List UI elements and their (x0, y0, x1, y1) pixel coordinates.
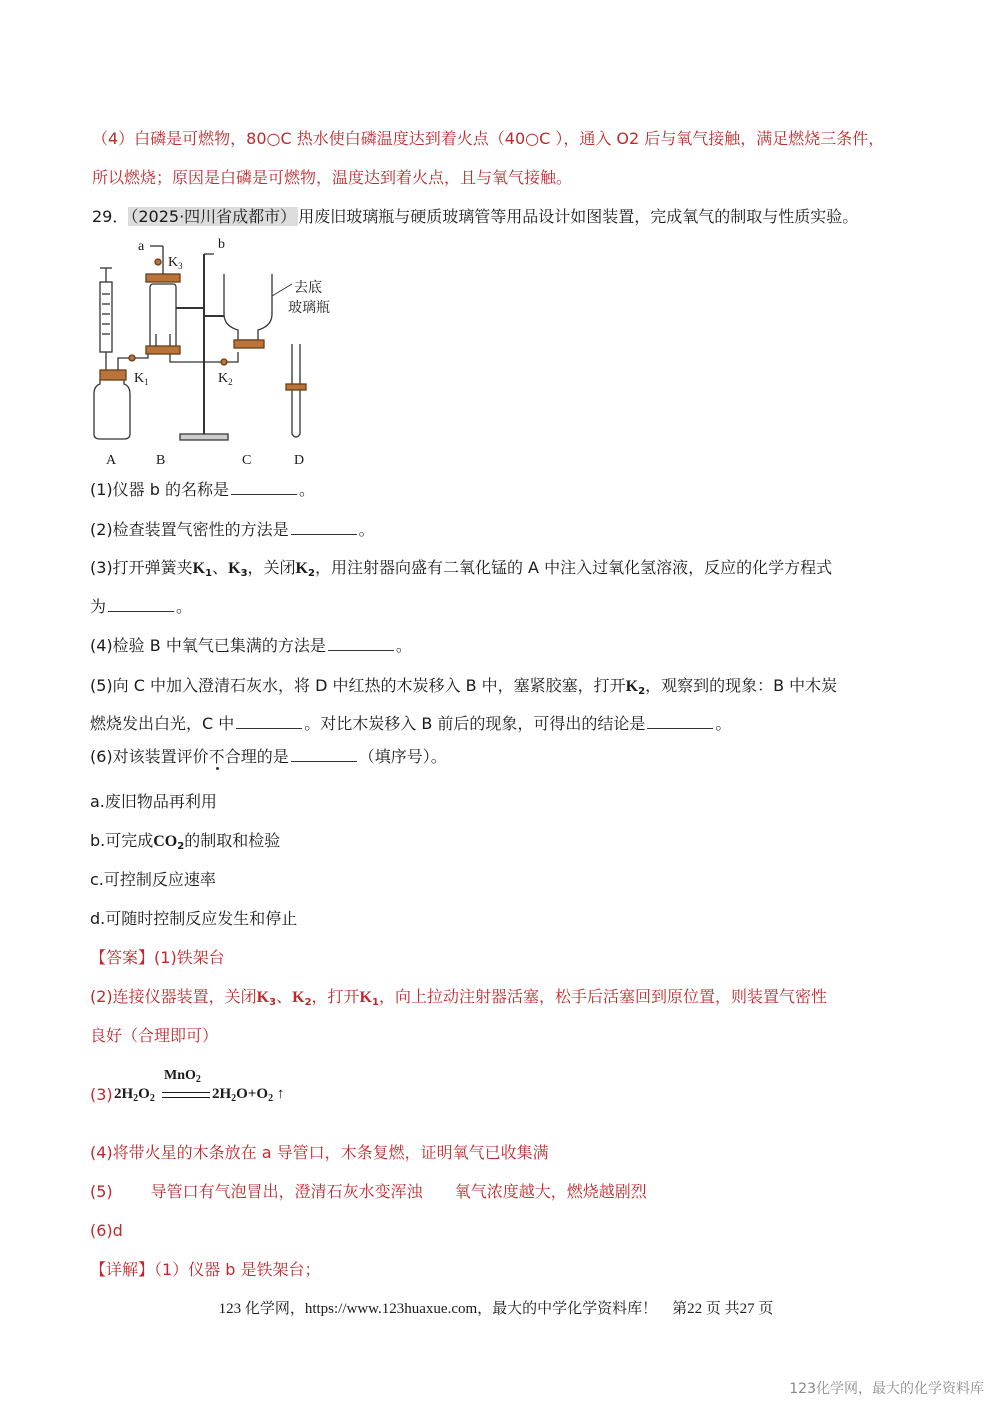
equation-lhs: $2H_2O_2$ (114, 1086, 155, 1104)
q1: (1)仪器 b 的名称是 。 (90, 480, 316, 499)
answer-1: 【答案】(1)铁架台 (90, 948, 225, 967)
q5-line-2: 燃烧发出白光，C 中 。对比木炭移入 B 前后的现象，可得出的结论是 。 (90, 714, 732, 733)
label-stand-b: b (218, 237, 225, 252)
q5-blank-2[interactable] (647, 714, 713, 729)
answer-3-label: (3) (90, 1085, 113, 1104)
stand-base (180, 434, 228, 440)
q2-blank[interactable] (291, 520, 357, 535)
stopper-b-top (146, 274, 180, 282)
equation-catalyst: MnO$_2$ (164, 1068, 201, 1085)
answer-2-line-1: (2)连接仪器装置，关闭$K_3$、$K_2$，打开$K_1$，向上拉动注射器活塞，松手后活塞回到原位置，则装置气密性 (90, 987, 827, 1008)
q3-line-2: 为 。 (90, 597, 193, 616)
clamp-k2 (221, 359, 227, 365)
bottle-a (94, 380, 130, 439)
detail-tag: 【详解】 (90, 1260, 155, 1279)
bottle-c (224, 274, 272, 340)
syringe-barrel (100, 282, 112, 352)
option-b: b.可完成$CO_2$的制取和检验 (90, 831, 281, 852)
q5-line-1: (5)向 C 中加入澄清石灰水，将 D 中红热的木炭移入 B 中，塞紧胶塞，打开$K_2$，观察到的现象：B 中木炭 (90, 676, 838, 697)
q6: (6)对该装置评价不合理的是 （填序号）。 (90, 747, 447, 766)
stopper-b-bottom (146, 346, 180, 354)
callout-line-1: 去底 (294, 281, 322, 296)
page-footer: 123 化学网，https://www.123huaxue.com，最大的中学化学资料库！ 第22 页 共27 页 (218, 1301, 774, 1317)
stopper-a (100, 370, 126, 380)
answer-tag: 【答案】 (90, 948, 155, 967)
answer-6: (6)d (90, 1221, 123, 1240)
option-d: d.可随时控制反应发生和停止 (90, 909, 298, 928)
detail-1: 【详解】（1）仪器 b 是铁架台； (90, 1260, 321, 1279)
stopper-d (286, 384, 306, 390)
q4-blank[interactable] (328, 636, 394, 651)
q1-blank[interactable] (231, 480, 297, 495)
q4: (4)检验 B 中氧气已集满的方法是 。 (90, 636, 412, 655)
option-c: c.可控制反应速率 (90, 870, 216, 889)
option-a: a.废旧物品再利用 (90, 792, 217, 811)
callout-line-2: 玻璃瓶 (288, 301, 330, 316)
q6-blank[interactable] (291, 747, 357, 762)
label-d: D (294, 453, 305, 468)
q5-blank-1[interactable] (236, 714, 302, 729)
clamp-k3 (155, 259, 161, 265)
answer-4: (4)将带火星的木条放在 a 导管口，木条复燃，证明氧气已收集满 (90, 1143, 549, 1162)
answer-3-equation (90, 1068, 350, 1118)
question-stem (92, 206, 858, 228)
equation-rhs: $2H_2O+O_2$ ↑ (212, 1086, 285, 1104)
stem-text: 用废旧玻璃瓶与硬质玻璃管等用品设计如图装置，完成氧气的制取与性质实验。 (298, 207, 859, 226)
q3-line-1: (3)打开弹簧夹$K_1$、$K_3$，关闭$K_2$，用注射器向盛有二氧化锰的 A 中注入过氧化氢溶液，反应的化学方程式 (90, 558, 833, 579)
label-c: C (242, 453, 252, 468)
answer-2-line-2: 良好（合理即可） (90, 1026, 219, 1045)
label-valve-a: a (138, 239, 145, 254)
label-b: B (156, 453, 166, 468)
tube-b (150, 284, 176, 348)
clamp-k1 (129, 355, 135, 361)
answer-5: (5) 导管口有气泡冒出，澄清石灰水变浑浊 氧气浓度越大，燃烧越剧烈 (90, 1182, 647, 1201)
label-k3: $K_3$ (168, 255, 183, 271)
question-number: 29． (92, 207, 129, 226)
stopper-c (234, 340, 264, 348)
source-tag[interactable]: （2025·四川省成都市） (130, 207, 297, 226)
q3-blank[interactable] (108, 597, 174, 612)
prev-answer-line-1: （4）白磷是可燃物，80○C 热水使白磷温度达到着火点（40○C ），通入 O2 后与氧气接触，满足燃烧三条件， (92, 129, 885, 148)
label-a: A (106, 453, 117, 468)
watermark: 123化学网，最大的化学资料库 (789, 1381, 984, 1397)
equation-arrow (162, 1092, 210, 1098)
label-k2: $K_2$ (218, 371, 233, 387)
apparatus-figure (88, 234, 348, 474)
prev-answer-line-2: 所以燃烧；原因是白磷是可燃物，温度达到着火点，且与氧气接触。 (92, 168, 573, 187)
q2: (2)检查装置气密性的方法是 。 (90, 520, 375, 539)
label-k1: $K_1$ (134, 371, 149, 387)
